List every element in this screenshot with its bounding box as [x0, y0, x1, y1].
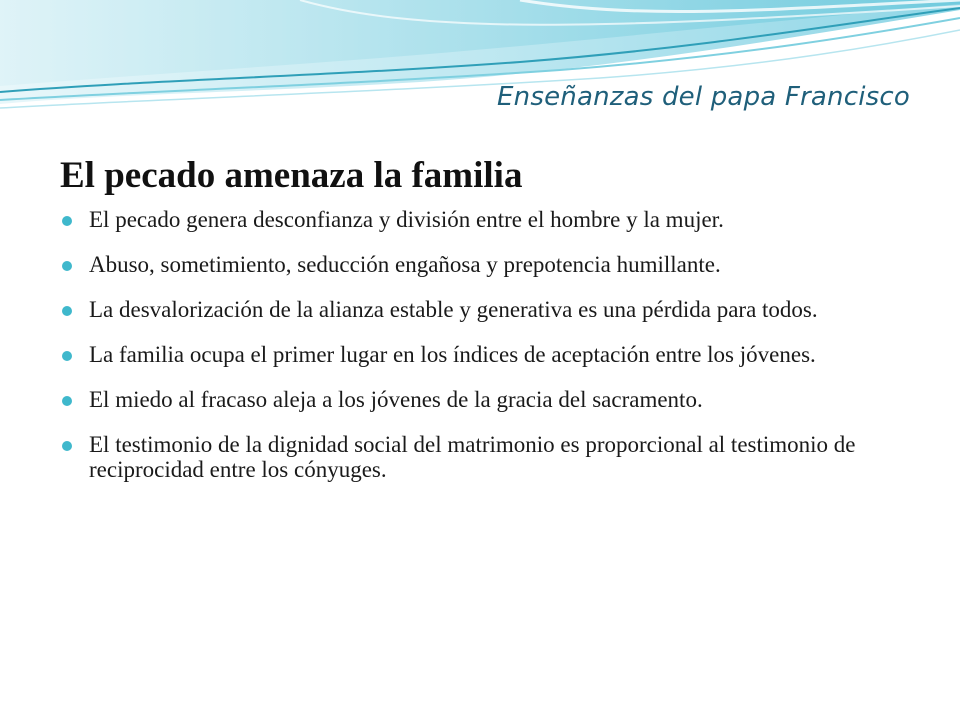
bullet-dot-icon [62, 261, 72, 271]
bullet-item [62, 432, 912, 482]
bullet-text: El miedo al fracaso aleja a los jóvenes de la gracia del sacramento. [89, 387, 703, 412]
bullet-item [62, 252, 912, 277]
bullet-dot-icon [62, 396, 72, 406]
bullet-list [62, 207, 912, 502]
slide-title: El pecado amenaza la familia [60, 155, 523, 196]
bullet-item [62, 207, 912, 232]
bullet-dot-icon [62, 216, 72, 226]
header-wave-decoration [0, 0, 960, 140]
bullet-item [62, 387, 912, 412]
bullet-text: La desvalorización de la alianza estable y generativa es una pérdida para todos. [89, 297, 818, 322]
bullet-item [62, 297, 912, 322]
header-title: Enseñanzas del papa Francisco [497, 82, 910, 112]
bullet-text: El testimonio de la dignidad social del matrimonio es proporcional al testimonio de reciprocidad entre los cónyuges. [89, 432, 856, 482]
bullet-text: Abuso, sometimiento, seducción engañosa y prepotencia humillante. [89, 252, 721, 277]
bullet-text: El pecado genera desconfianza y división entre el hombre y la mujer. [89, 207, 724, 232]
bullet-dot-icon [62, 351, 72, 361]
bullet-item [62, 342, 912, 367]
bullet-dot-icon [62, 306, 72, 316]
bullet-text: La familia ocupa el primer lugar en los índices de aceptación entre los jóvenes. [89, 342, 816, 367]
bullet-dot-icon [62, 441, 72, 451]
